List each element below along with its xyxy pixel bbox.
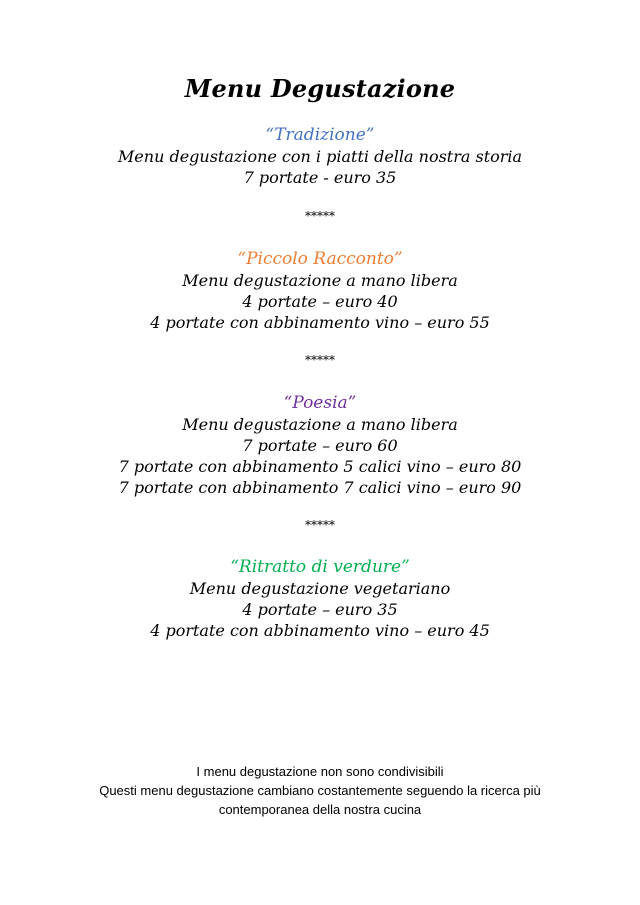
section-line: Menu degustazione vegetariano [189, 579, 451, 598]
section-line: Menu degustazione con i piatti della nostra storia [117, 147, 523, 166]
section-poesia [0, 392, 640, 498]
section-line: Menu degustazione a mano libera [182, 271, 458, 290]
footer-line: contemporanea della nostra cucina [218, 802, 422, 817]
section-line: 4 portate – euro 40 [242, 292, 398, 311]
separator: ***** [305, 209, 335, 223]
section-name-poesia: “Poesia” [283, 393, 357, 413]
footer-line: I menu degustazione non sono condivisibili [196, 764, 444, 779]
section-tradizione [0, 124, 640, 188]
footer-line: Questi menu degustazione cambiano costantemente seguendo la ricerca più [99, 783, 541, 798]
section-name-tradizione: “Tradizione” [265, 125, 375, 145]
section-line: 7 portate con abbinamento 5 calici vino – euro 80 [118, 457, 522, 476]
separator: ***** [305, 518, 335, 532]
section-line: Menu degustazione a mano libera [182, 415, 458, 434]
section-name-piccolo-racconto: “Piccolo Racconto” [237, 249, 403, 269]
page-title: Menu Degustazione [184, 74, 456, 103]
section-line: 7 portate - euro 35 [243, 168, 397, 187]
separator: ***** [305, 353, 335, 367]
section-line: 4 portate con abbinamento vino – euro 55 [150, 313, 490, 332]
section-line: 4 portate con abbinamento vino – euro 45 [150, 621, 490, 640]
footer-notes [0, 762, 640, 819]
section-line: 7 portate con abbinamento 7 calici vino – euro 90 [118, 478, 522, 497]
section-ritratto-di-verdure [0, 556, 640, 641]
section-line: 7 portate – euro 60 [242, 436, 398, 455]
section-piccolo-racconto [0, 248, 640, 333]
section-name-ritratto-di-verdure: “Ritratto di verdure” [230, 557, 410, 577]
section-line: 4 portate – euro 35 [242, 600, 398, 619]
